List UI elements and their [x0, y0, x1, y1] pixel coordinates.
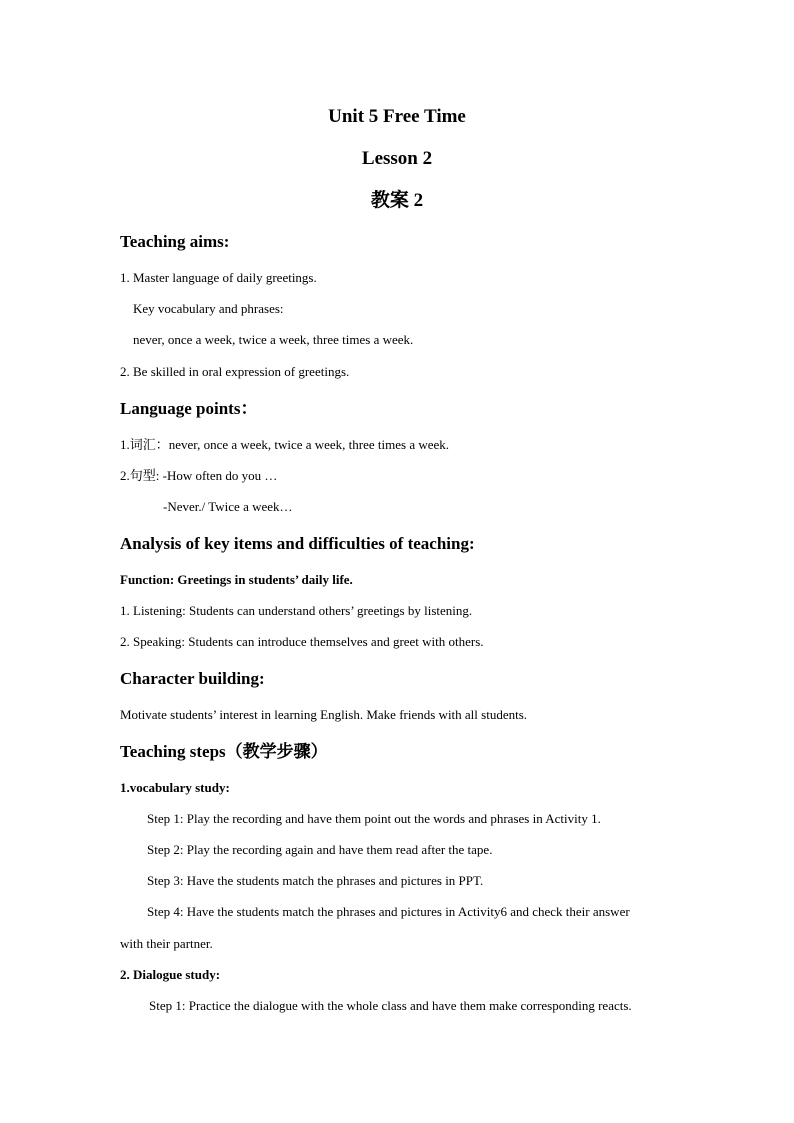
analysis-speaking: 2. Speaking: Students can introduce themselves and greet with others.: [120, 634, 484, 649]
key-vocab-label: Key vocabulary and phrases:: [133, 301, 284, 316]
teaching-aim-2: 2. Be skilled in oral expression of greetings.: [120, 364, 350, 379]
analysis-function: Function: Greetings in students’ daily life.: [120, 572, 353, 587]
dialogue-study-title: 2. Dialogue study:: [120, 967, 221, 982]
vocab-step-4: Step 4: Have the students match the phrases and pictures in Activity6 and check their answer: [147, 904, 630, 919]
vocab-step-2: Step 2: Play the recording again and have them read after the tape.: [147, 842, 493, 857]
teaching-steps-heading: Teaching steps（教学步骤）: [120, 742, 328, 761]
plan-title: 教案 2: [370, 190, 424, 211]
teaching-aim-1: 1. Master language of daily greetings.: [120, 270, 317, 285]
page-title: Unit 5 Free Time: [328, 106, 466, 127]
key-vocab-list: never, once a week, twice a week, three times a week.: [133, 332, 414, 347]
teaching-aims-heading: Teaching aims:: [120, 232, 230, 251]
analysis-heading: Analysis of key items and difficulties of teaching:: [120, 534, 475, 553]
vocab-step-1: Step 1: Play the recording and have them point out the words and phrases in Activity 1.: [147, 811, 601, 826]
analysis-listening: 1. Listening: Students can understand others’ greetings by listening.: [120, 603, 473, 618]
character-building-heading: Character building:: [120, 669, 265, 688]
vocab-step-4-continued: with their partner.: [120, 936, 213, 951]
language-points-heading: Language points：: [120, 399, 258, 418]
language-point-vocab: 1.词汇：never, once a week, twice a week, three times a week.: [120, 437, 450, 452]
lesson-title: Lesson 2: [361, 148, 433, 169]
language-point-pattern-question: 2.句型: -How often do you …: [120, 468, 278, 483]
vocab-step-3: Step 3: Have the students match the phrases and pictures in PPT.: [147, 873, 484, 888]
vocabulary-study-title: 1.vocabulary study:: [120, 780, 230, 795]
language-point-pattern-answer: -Never./ Twice a week…: [163, 499, 293, 514]
character-building-text: Motivate students’ interest in learning English. Make friends with all students.: [120, 707, 528, 722]
dialogue-step-1: Step 1: Practice the dialogue with the whole class and have them make corresponding reacts.: [149, 998, 632, 1013]
